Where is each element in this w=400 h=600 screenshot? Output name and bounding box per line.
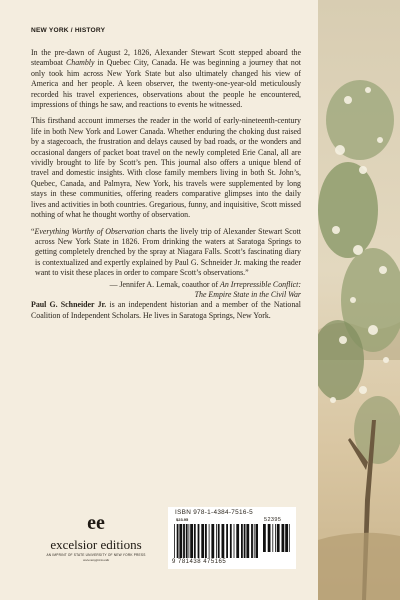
back-cover-copy (31, 48, 301, 327)
publisher-block (31, 512, 161, 562)
barcode-bar (263, 524, 266, 552)
attribution-book-title-line2: The Empire State in the Civil War (194, 289, 301, 299)
cover-painting (318, 0, 400, 600)
quote-text: charts the lively trip of Alexander Stewart Scott across New York State in 1826. From drinking the waters at Saratoga Springs to getting completely drenched by the spray at Niagara Falls. Scott’s fascinating diary is contextualized and expertly explained by Paul G. Schneider Jr. making the reader want to visit these places in order to compare Scott’s observations.” (35, 226, 301, 278)
barcode-bar (198, 524, 200, 558)
quoted-book-title: Everything Worthy of Observation (34, 226, 145, 236)
tree-painting-art (318, 0, 400, 600)
barcode-bar (186, 524, 188, 558)
publisher-name: excelsior editions (50, 537, 142, 552)
synopsis-text-part: In the pre-dawn of August 2, 1826, Alexander Stewart Scott stepped aboard the steamboat (31, 48, 301, 68)
endorsement-quote (31, 227, 301, 301)
steamboat-name: Chambly (66, 58, 95, 68)
barcode-bar (272, 524, 273, 552)
publisher-url: www.sunypress.edu (82, 558, 110, 562)
barcode-bar (174, 524, 175, 558)
quote-open-mark: “ (31, 226, 35, 236)
publisher-imprint: AN IMPRINT OF STATE UNIVERSITY OF NEW YORK PRESS (46, 553, 146, 557)
barcode-bar (282, 524, 285, 552)
quote-attribution (31, 280, 301, 301)
barcode-bar (194, 524, 196, 558)
barcode-bar (183, 524, 185, 558)
barcode-bar (230, 524, 232, 558)
barcode-bar (285, 524, 288, 552)
isbn-number: ISBN 978-1-4384-7516-5 (175, 509, 254, 516)
barcode-bar (216, 524, 217, 558)
barcode-bar (234, 524, 235, 558)
ean-digits: 9 781438 475165 (172, 559, 227, 565)
barcode-bar (256, 524, 259, 558)
barcode-bar (190, 524, 193, 558)
barcode-bar (177, 524, 179, 558)
barcode-bar (241, 524, 243, 558)
price-label: $23.95 (176, 517, 189, 522)
synopsis-text-part: in Quebec City, Canada. He was beginning a journey that not only took him across New York State but also ultimately changed his view of America and her people. A keen observer, the twenty-one-year-old meticulously recorded his travel experiences, observations about the people he encountered, impressions of things he saw, and reactions to events he witnessed. (31, 58, 301, 110)
ean-barcode-bars (174, 524, 258, 560)
publisher-logo-icon (81, 512, 111, 532)
barcode-bar (205, 524, 207, 558)
price-barcode-bars (263, 524, 291, 554)
category-label: NEW YORK / HISTORY (31, 27, 106, 34)
barcode-bar (189, 524, 190, 558)
barcode-bar (244, 524, 246, 558)
barcode-bar (222, 524, 225, 558)
barcode-bar (236, 524, 239, 558)
author-bio (31, 300, 301, 321)
barcode-bar (209, 524, 210, 558)
barcode-bar (246, 524, 249, 558)
attribution-book-title-line1: An Irrepressible Conflict: (220, 279, 301, 289)
author-bio-text: is an independent historian and a member of the National Coalition of Independent Scholars. He lives in Saratoga Springs, New York. (31, 300, 301, 320)
barcode-bar (201, 524, 204, 558)
synopsis-paragraph (31, 48, 301, 110)
barcode-bar (211, 524, 214, 558)
barcode-bar (289, 524, 290, 552)
barcode-bar (251, 524, 253, 558)
barcode-bar (277, 524, 280, 552)
barcode-bar (254, 524, 255, 558)
synopsis-paragraph: This firsthand account immerses the reader in the world of early-nineteenth-century life in both New York and Lower Canada. Whether enduring the choking dust raised by a stagecoach, the frustration and delays caused by bad roads, or the wonders and occasional dangers of packet boat travel on the newly completed Erie Canal, all are vividly brought to life by Scott’s pen. This journal also offers a unique blend of travel and domestic insights. With close family members living in both St. John’s, Quebec, Canada, and Palmyra, New York, his travels were supplemented by long stays in these communities, offering readers comparative glimpses into the daily lives and activities in both countries. Gregarious, funny, and inquisitive, Scott missed nothing of what he thought worthy of observation. (31, 116, 301, 220)
barcode-bar (226, 524, 228, 558)
isbn-barcode (168, 507, 296, 569)
barcode-bar (218, 524, 220, 558)
publisher-logo-letters: ee (87, 512, 105, 532)
barcode-bar (179, 524, 182, 558)
price-code-digits: 52395 (264, 517, 282, 523)
author-name: Paul G. Schneider Jr. (31, 300, 107, 310)
attribution-name: — Jennifer A. Lemak, coauthor of (109, 279, 221, 289)
barcode-bar (268, 524, 271, 552)
barcode-bar (275, 524, 276, 552)
